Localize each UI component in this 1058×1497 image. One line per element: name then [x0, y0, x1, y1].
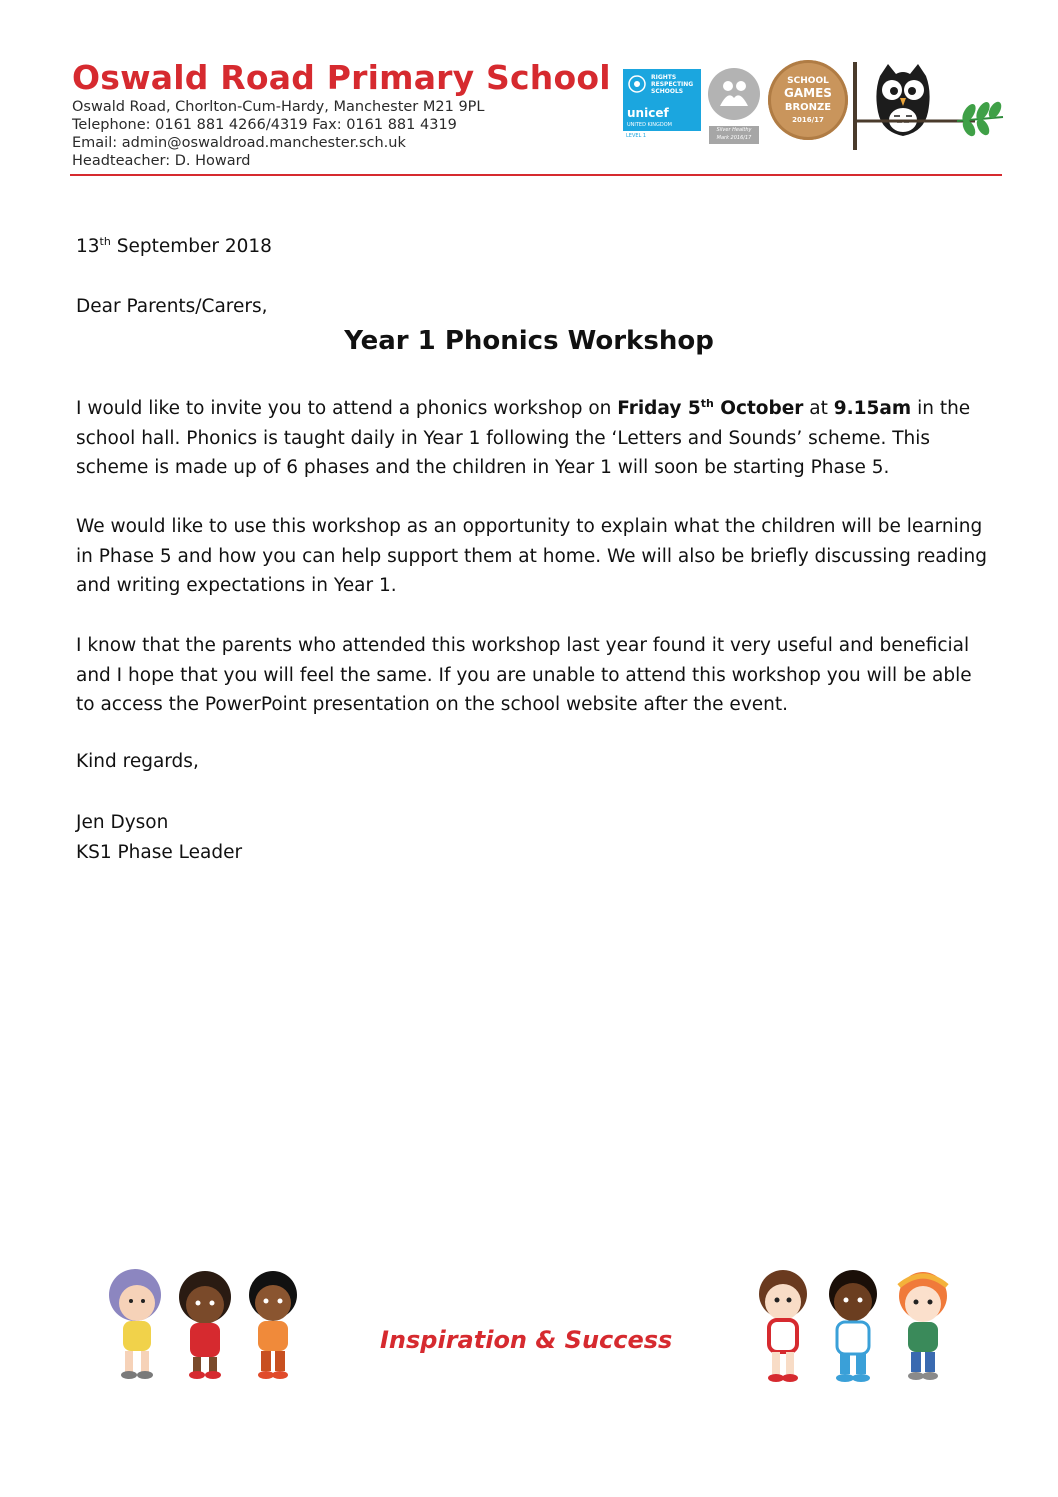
paragraph-feedback: I know that the parents who attended this workshop last year found it very useful and beneficial and I hope that you will feel the same. If you are unable to attend this workshop you will be able to access the PowerPoint presentation on the school website after the event. — [76, 635, 972, 715]
owl-icon — [870, 62, 936, 140]
rrs-text: RIGHTS RESPECTING SCHOOLS — [651, 74, 694, 95]
unicef-rights-respecting-badge — [623, 69, 701, 131]
letterhead — [70, 58, 1005, 178]
header-divider — [70, 174, 1002, 176]
greeting: Dear Parents/Carers, — [76, 296, 268, 317]
telephone-fax: Telephone: 0161 881 4266/4319 Fax: 0161 881 4319 — [72, 117, 457, 133]
unicef-wordmark: unicef — [627, 106, 669, 120]
signer-name: Jen Dyson — [76, 812, 169, 833]
unicef-country: UNITED KINGDOM — [627, 122, 672, 128]
email-address: Email: admin@oswaldroad.manchester.sch.uk — [72, 135, 406, 151]
workshop-date: Friday 5th October — [617, 396, 804, 419]
workshop-time: 9.15am — [833, 398, 912, 419]
children-illustration-right — [745, 1262, 965, 1392]
people-icon — [708, 68, 760, 120]
paragraph-purpose: We would like to use this workshop as an opportunity to explain what the children will be learning in Phase 5 and how you can help support them at home. We will also be briefly discussing reading and writing expectations in Year 1. — [76, 516, 987, 596]
letter-date: 13th September 2018 — [76, 234, 272, 257]
school-motto: Inspiration & Success — [380, 1326, 673, 1354]
school-name: Oswald Road Primary School — [72, 58, 611, 97]
headteacher: Headteacher: D. Howard — [72, 153, 251, 169]
contact-block — [72, 98, 485, 170]
unicef-level: LEVEL 1 — [626, 133, 647, 139]
school-address: Oswald Road, Chorlton-Cum-Hardy, Manchester M21 9PL — [72, 99, 485, 115]
paragraph-invitation: I would like to invite you to attend a phonics workshop on Friday 5th October at 9.15am in the school hall. Phonics is taught daily in Year 1 following the ‘Letters and Sounds’ scheme. This scheme is made up of 6 phases and the children in Year 1 will soon be starting Phase 5. — [76, 396, 971, 478]
children-illustration-left — [95, 1265, 315, 1385]
globe-icon — [627, 74, 647, 94]
school-games-bronze-badge: SCHOOL GAMES BRONZE 2016/17 — [768, 60, 848, 140]
letter-title: Year 1 Phonics Workshop — [344, 326, 714, 356]
signer-role: KS1 Phase Leader — [76, 842, 243, 863]
leaves-icon — [955, 101, 1005, 137]
healthy-schools-badge — [708, 68, 760, 120]
silver-healthy-caption: Silver Healthy Mark 2016/17 — [709, 126, 759, 144]
closing: Kind regards, — [76, 751, 199, 772]
branch-post — [853, 62, 857, 150]
signature-block — [76, 808, 242, 868]
